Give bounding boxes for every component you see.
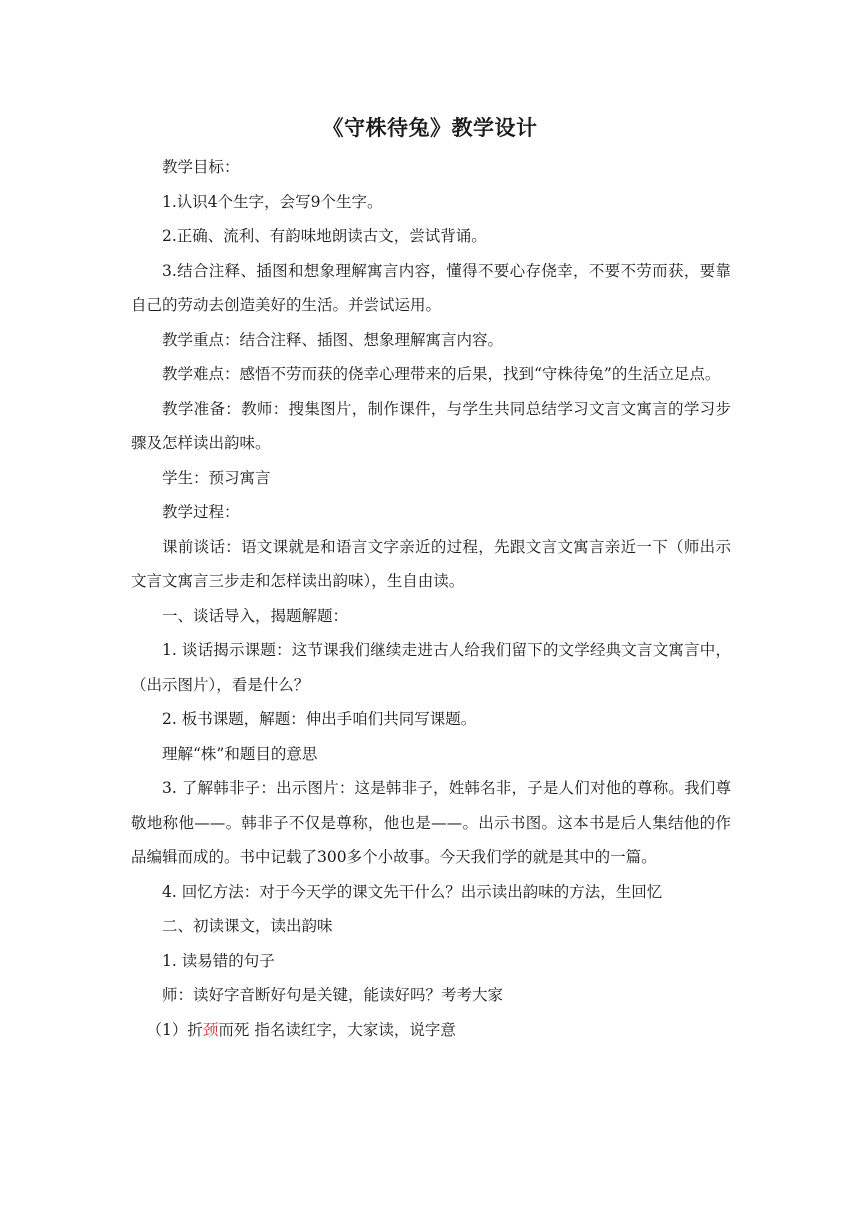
paragraph: 课前谈话：语文课就是和语言文字亲近的过程，先跟文言文寓言亲近一下（师出示文言文寓言三步走和怎样读出韵味），生自由读。 [131,537,731,590]
paragraph: 师：读好字音断好句是关键，能读好吗？考考大家 [162,986,504,1004]
text-segment: 折 [187,1020,203,1039]
paragraph: 教学目标： [162,158,240,176]
paragraph: 1. 谈话揭示课题：这节课我们继续走进古人给我们留下的文学经典文言文寓言中，（出示图片），看是什么？ [131,641,731,694]
item-number: （1） [146,1020,188,1039]
paragraph: 教学过程： [162,503,240,521]
paragraph: 一、谈话导入，揭题解题： [162,606,349,625]
document-body [131,150,731,1047]
text-segment: 而死 指名读红字，大家读，说字意 [218,1020,456,1039]
paragraph: 教学重点：结合注释、插图、想象理解寓言内容。 [162,330,504,349]
paragraph: 理解“株”和题目的意思 [162,744,318,763]
paragraph: 2. 板书课题，解题：伸出手咱们共同写课题。 [162,710,477,728]
highlighted-character: 颈 [202,1020,219,1039]
document-title: 《守株待兔》教学设计 [322,116,538,140]
paragraph: 学生：预习寓言 [162,468,271,487]
paragraph: 二、初读课文，读出韵味 [162,917,333,935]
paragraph: 1. 读易错的句子 [162,951,275,970]
paragraph: 3.结合注释、插图和想象理解寓言内容，懂得不要心存侥幸，不要不劳而获，要靠自己的劳动去创造美好的生活。并尝试运用。 [131,261,731,314]
paragraph: 3. 了解韩非子：出示图片：这是韩非子，姓韩名非，子是人们对他的尊称。我们尊敬地称他——。韩非子不仅是尊称，他也是——。出示书图。这本书是后人集结他的作品编辑而成的。书中记载了300多个小故事。今天我们学的就是其中的一篇。 [131,779,731,866]
paragraph: 1.认识4个生字，会写9个生字。 [162,192,383,211]
paragraph: 教学准备：教师：搜集图片，制作课件，与学生共同总结学习文言文寓言的学习步骤及怎样读出韵味。 [131,399,731,452]
paragraph-highlighted [131,1013,731,1048]
paragraph: 教学难点：感悟不劳而获的侥幸心理带来的后果，找到“守株待兔”的生活立足点。 [162,365,721,383]
paragraph: 4. 回忆方法：对于今天学的课文先干什么？出示读出韵味的方法，生回忆 [162,882,663,901]
paragraph: 2.正确、流利、有韵味地朗读古文，尝试背诵。 [162,227,487,245]
